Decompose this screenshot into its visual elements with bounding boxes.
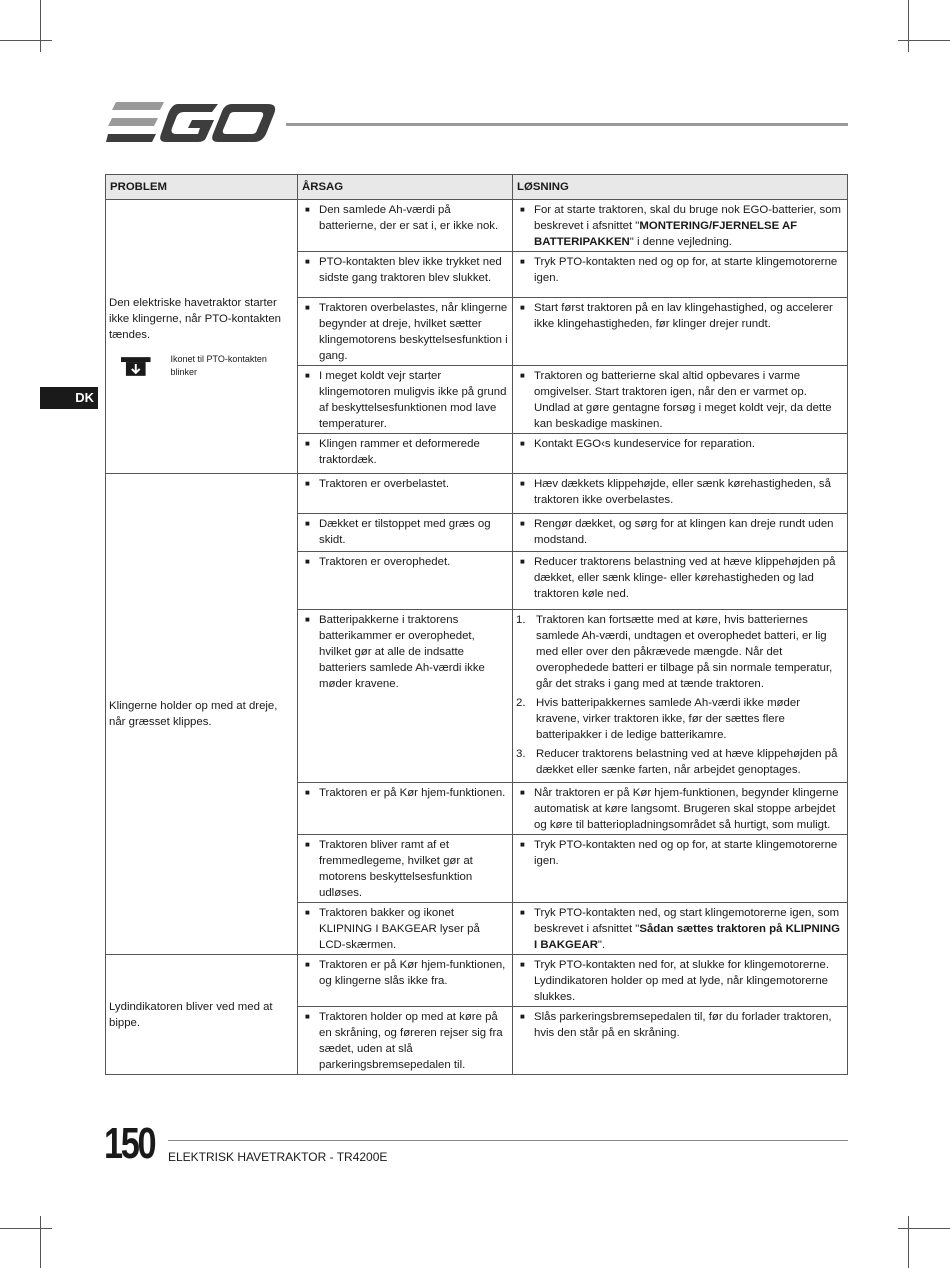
solution-cell <box>513 835 848 903</box>
bullet: ■ <box>520 1012 525 1021</box>
cause-cell <box>298 835 513 903</box>
solution-text-part: " i denne vejledning. <box>629 236 732 248</box>
cause-cell <box>298 552 513 610</box>
problem-text: Den elektriske havetraktor starter ikke klingerne, når PTO-kontakten tændes. <box>109 296 281 341</box>
bullet: ■ <box>520 840 525 849</box>
cause-text: Traktoren er på Kør hjem-funktionen, og klingerne slås ikke fra. <box>319 959 506 987</box>
cause-cell <box>298 903 513 955</box>
icon-caption: Ikonet til PTO-kontakten blinker <box>170 353 267 377</box>
bullet: ■ <box>305 371 310 380</box>
troubleshooting-table <box>105 174 848 1075</box>
footer-title: ELEKTRISK HAVETRAKTOR - TR4200E <box>168 1150 388 1164</box>
cause-cell <box>298 434 513 474</box>
cause-cell <box>298 252 513 298</box>
cause-text: Dækket er tilstoppet med græs og skidt. <box>319 518 491 546</box>
table-row <box>106 955 848 1007</box>
section-reference: MONTERING/FJERNELSE AF BATTERIPAKKEN <box>534 220 798 248</box>
bullet: ■ <box>305 615 310 624</box>
bullet: ■ <box>305 960 310 969</box>
table-header-row <box>106 175 848 200</box>
cause-text: Traktoren holder op med at køre på en skråning, og føreren rejser sig fra sædet, uden at slå parkeringsbremsepedalen til. <box>319 1011 503 1071</box>
header-cause: ÅRSAG <box>298 175 513 200</box>
solution-text: Kontakt EGO‹s kundeservice for reparation. <box>534 438 755 450</box>
solution-text-part: Tryk PTO-kontakten ned, og start klingemotorerne igen, som beskrevet i afsnittet " <box>534 907 840 935</box>
solution-cell <box>513 434 848 474</box>
solution-text <box>534 905 844 953</box>
solution-text: Slås parkeringsbremsepedalen til, før du forlader traktoren, hvis den står på en skråning. <box>534 1011 832 1039</box>
crop-mark <box>908 1216 909 1268</box>
item-text: Reducer traktorens belastning ved at hæve klippehøjden på dækket eller sænke farten, når arbejdet genoptages. <box>536 748 838 776</box>
bullet: ■ <box>305 788 310 797</box>
bullet: ■ <box>305 908 310 917</box>
bullet: ■ <box>520 439 525 448</box>
crop-mark <box>898 40 950 41</box>
solution-cell <box>513 474 848 514</box>
cause-cell <box>298 955 513 1007</box>
bullet: ■ <box>520 788 525 797</box>
cause-cell <box>298 783 513 835</box>
problem-cell <box>106 474 298 955</box>
page-number: 150 <box>104 1119 155 1168</box>
cause-text: PTO-kontakten blev ikke trykket ned sidste gang traktoren blev slukket. <box>319 256 502 284</box>
bullet: ■ <box>520 303 525 312</box>
solution-cell <box>513 252 848 298</box>
solution-text: Tryk PTO-kontakten ned og op for, at starte klingemotorerne igen. <box>534 256 838 284</box>
solution-cell <box>513 1007 848 1075</box>
problem-text: Lydindikatoren bliver ved med at bippe. <box>109 1000 273 1029</box>
bullet: ■ <box>305 439 310 448</box>
crop-mark <box>898 1228 950 1229</box>
crop-mark <box>40 0 41 52</box>
bullet: ■ <box>520 205 525 214</box>
item-text: Hvis batteripakkernes samlede Ah-værdi ikke møder kravene, virker traktoren ikke, før der sættes flere batteripakker i de ledige batterikamre. <box>536 697 800 741</box>
bullet: ■ <box>305 557 310 566</box>
problem-cell <box>106 955 298 1075</box>
crop-mark <box>0 40 52 41</box>
table-row <box>106 200 848 252</box>
item-number: 1. <box>516 614 526 626</box>
solution-cell <box>513 903 848 955</box>
solution-cell <box>513 610 848 783</box>
header-rule <box>286 123 848 126</box>
solution-text: Når traktoren er på Kør hjem-funktionen, begynder klingerne automatisk at køre langsomt. Brugeren skal stoppe arbejdet og køre til batteriopladningsområdet så hurtigt, som muligt. <box>534 787 839 831</box>
solution-cell <box>513 552 848 610</box>
crop-mark <box>40 1216 41 1268</box>
pto-switch-icon <box>121 355 151 377</box>
solution-text: Start først traktoren på en lav klingehastighed, og accelerer ikke klingehastigheden, før klinger drejer rundt. <box>534 302 833 330</box>
bullet: ■ <box>520 479 525 488</box>
cause-cell <box>298 1007 513 1075</box>
header-solution: LØSNING <box>513 175 848 200</box>
footer-rule <box>168 1140 848 1141</box>
cause-cell <box>298 474 513 514</box>
bullet: ■ <box>520 908 525 917</box>
bullet: ■ <box>305 1012 310 1021</box>
bullet: ■ <box>305 257 310 266</box>
cause-text: Traktoren er overbelastet. <box>319 478 449 490</box>
solution-text: Tryk PTO-kontakten ned for, at slukke for klingemotorerne. Lydindikatoren holder op med at lyde, når klingemotorerne slukkes. <box>534 959 830 1003</box>
cause-text: Traktoren er overophedet. <box>319 556 451 568</box>
solution-text-part: ". <box>597 939 606 951</box>
cause-text: Klingen rammer et deformerede traktordæk. <box>319 438 480 466</box>
header-problem: PROBLEM <box>106 175 298 200</box>
crop-mark <box>908 0 909 52</box>
bullet: ■ <box>305 840 310 849</box>
item-text: Traktoren kan fortsætte med at køre, hvis batteriernes samlede Ah-værdi, undtagen et overophedet batteri, er lig med eller over den påkrævede mængde. Når det overophedede batteri er tilbage på sin normale temperatur, går det straks i gang med at tænde traktoren. <box>536 614 833 690</box>
item-number: 3. <box>516 748 526 760</box>
problem-cell <box>106 200 298 474</box>
solution-cell <box>513 366 848 434</box>
numbered-item <box>516 746 844 778</box>
item-number: 2. <box>516 697 526 709</box>
cause-cell <box>298 366 513 434</box>
problem-text: Klingerne holder op med at dreje, når græsset klippes. <box>109 700 278 728</box>
bullet: ■ <box>520 960 525 969</box>
solution-cell <box>513 955 848 1007</box>
icon-note <box>109 353 294 379</box>
numbered-item <box>516 695 844 743</box>
crop-mark <box>0 1228 52 1229</box>
solution-text: Traktoren og batterierne skal altid opbevares i varme omgivelser. Start traktoren igen, når den er varmet op. Undlad at gøre gentagne forsøg i meget koldt vejr, da dette kan beskadige maskinen. <box>534 370 832 430</box>
cause-text: I meget koldt vejr starter klingemotoren muligvis ikke på grund af beskyttelsesfunktionen mod lave temperaturer. <box>319 370 507 430</box>
bullet: ■ <box>305 519 310 528</box>
numbered-item <box>516 612 844 692</box>
bullet: ■ <box>520 257 525 266</box>
cause-text: Traktoren overbelastes, når klingerne begynder at dreje, hvilket sætter klingemotorens beskyttelsesfunktion i gang. <box>319 302 508 362</box>
solution-text: Tryk PTO-kontakten ned og op for, at starte klingemotorerne igen. <box>534 839 838 867</box>
language-tab: DK <box>40 387 98 409</box>
bullet: ■ <box>305 479 310 488</box>
solution-text <box>534 202 844 250</box>
section-reference: Sådan sættes traktoren på KLIPNING I BAKGEAR <box>534 923 840 951</box>
bullet: ■ <box>305 303 310 312</box>
cause-text: Traktoren bakker og ikonet KLIPNING I BAKGEAR lyser på LCD-skærmen. <box>319 907 480 951</box>
solution-cell <box>513 298 848 366</box>
bullet: ■ <box>305 205 310 214</box>
solution-text: Hæv dækkets klippehøjde, eller sænk kørehastigheden, så traktoren ikke overbelastes. <box>534 478 831 506</box>
bullet: ■ <box>520 557 525 566</box>
table-row <box>106 474 848 514</box>
ego-logo <box>106 100 278 146</box>
cause-text: Traktoren bliver ramt af et fremmedlegeme, hvilket gør at motorens beskyttelsesfunktion udløses. <box>319 839 473 899</box>
cause-cell <box>298 514 513 552</box>
solution-text: Reducer traktorens belastning ved at hæve klippehøjden på dækket, eller sænk klinge- eller kørehastigheden og lad traktoren køle ned. <box>534 556 836 600</box>
cause-text: Batteripakkerne i traktorens batterikammer er overophedet, hvilket gør at alle de indsatte batteriers samlede Ah-værdi ikke møder kravene. <box>319 614 485 690</box>
cause-cell <box>298 200 513 252</box>
bullet: ■ <box>520 371 525 380</box>
solution-cell <box>513 514 848 552</box>
solution-cell <box>513 200 848 252</box>
cause-cell <box>298 298 513 366</box>
bullet: ■ <box>520 519 525 528</box>
solution-text: Rengør dækket, og sørg for at klingen kan dreje rundt uden modstand. <box>534 518 834 546</box>
cause-cell <box>298 610 513 783</box>
cause-text: Den samlede Ah-værdi på batterierne, der er sat i, er ikke nok. <box>319 204 499 232</box>
solution-text-part: For at starte traktoren, skal du bruge nok EGO-batterier, som beskrevet i afsnittet " <box>534 204 842 232</box>
solution-cell <box>513 783 848 835</box>
cause-text: Traktoren er på Kør hjem-funktionen. <box>319 787 506 799</box>
